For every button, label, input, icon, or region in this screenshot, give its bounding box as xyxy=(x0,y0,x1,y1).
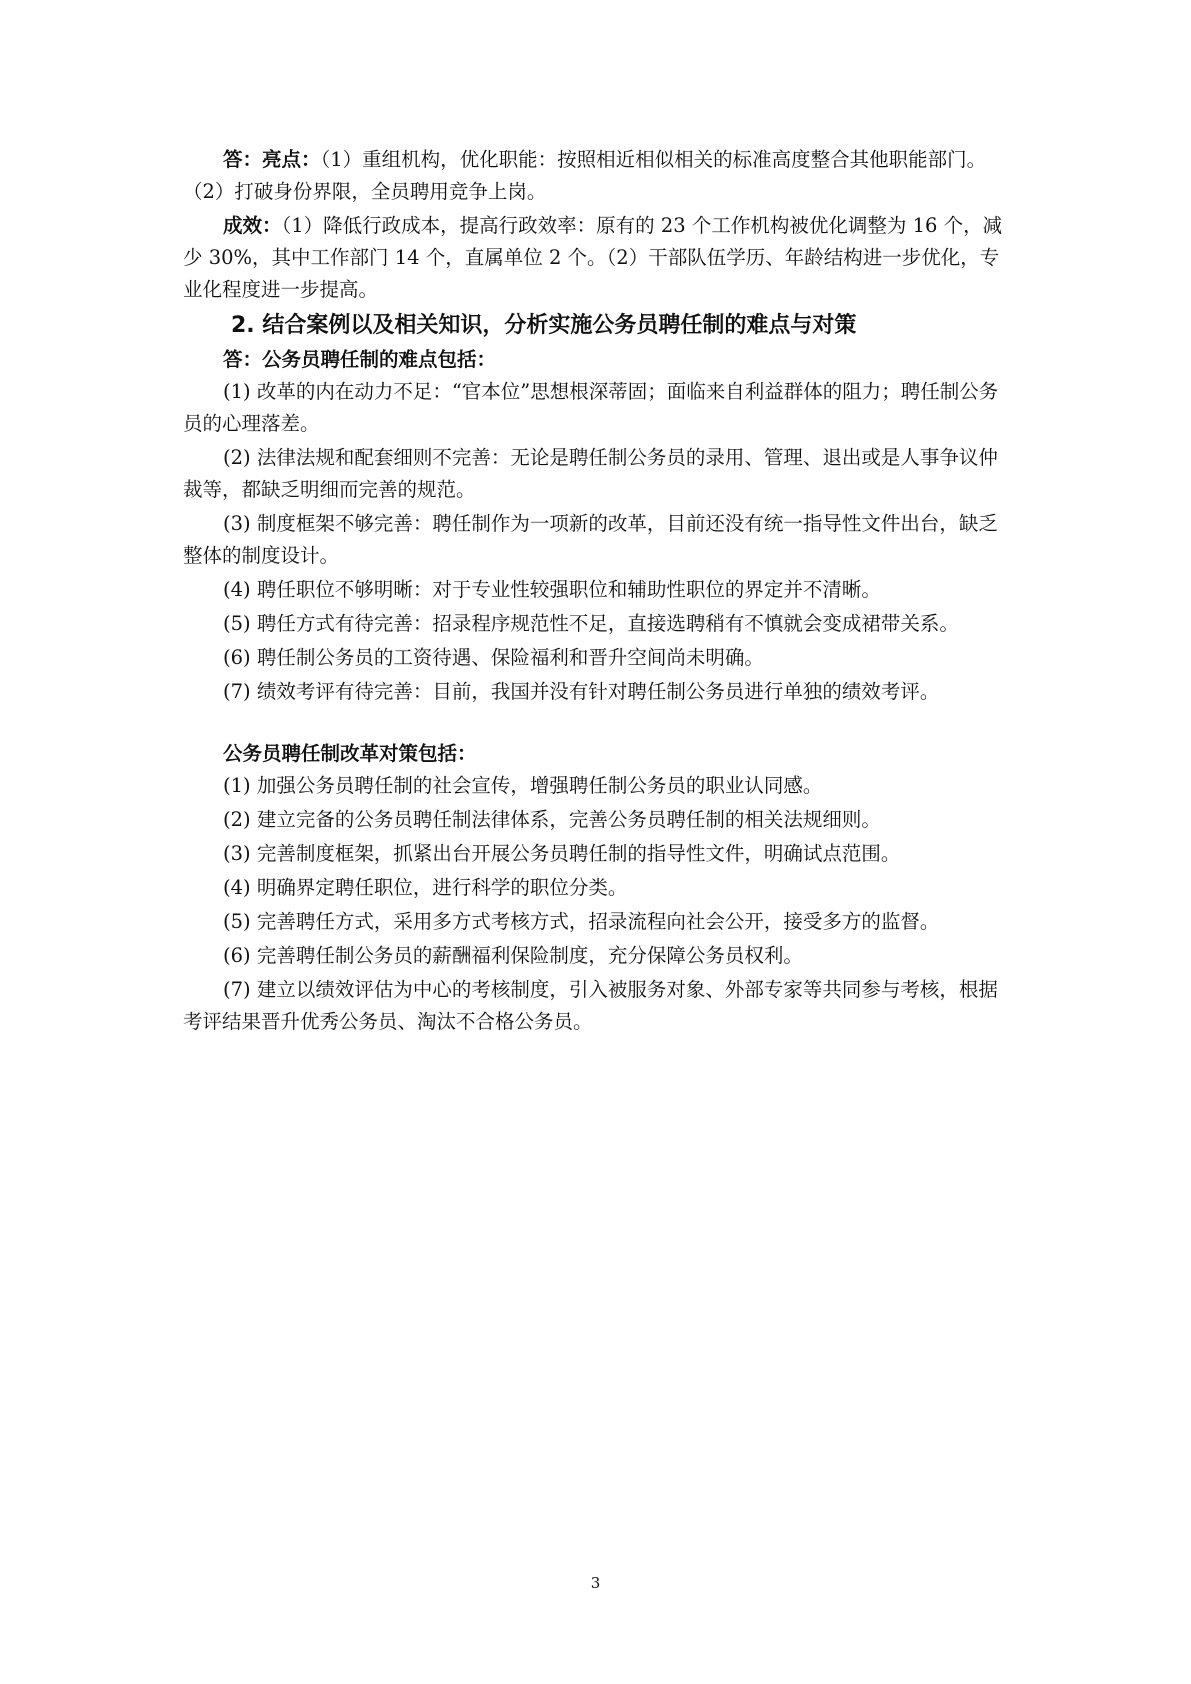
measure-item: (1) 加强公务员聘任制的社会宣传，增强聘任制公务员的职业认同感。 xyxy=(223,774,823,797)
measure-item: (6) 完善聘任制公务员的薪酬福利保险制度，充分保障公务员权利。 xyxy=(223,944,803,967)
difficulty-item: (6) 聘任制公务员的工资待遇、保险福利和晋升空间尚未明确。 xyxy=(223,646,764,669)
measure-item: (2) 建立完备的公务员聘任制法律体系，完善公务员聘任制的相关法规细则。 xyxy=(223,808,881,831)
highlights-label: 答：亮点： xyxy=(223,148,321,171)
results-paragraph xyxy=(183,210,1013,306)
measures-heading: 公务员聘任制改革对策包括： xyxy=(223,742,477,765)
difficulty-item: (1) 改革的内在动力不足：“官本位”思想根深蒂固；面临来自利益群体的阻力；聘任制公务员的心理落差。 xyxy=(183,380,999,435)
measure-item: (5) 完善聘任方式，采用多方式考核方式，招录流程向社会公开，接受多方的监督。 xyxy=(223,910,940,933)
page-content xyxy=(183,144,1013,1040)
section-spacer xyxy=(183,710,1013,738)
measure-item: (4) 明确界定聘任职位，进行科学的职位分类。 xyxy=(223,876,628,899)
difficulty-item: (4) 聘任职位不够明晰：对于专业性较强职位和辅助性职位的界定并不清晰。 xyxy=(223,578,881,601)
measure-item: (3) 完善制度框架，抓紧出台开展公务员聘任制的指导性文件，明确试点范围。 xyxy=(223,842,901,865)
difficulty-item: (7) 绩效考评有待完善：目前，我国并没有针对聘任制公务员进行单独的绩效考评。 xyxy=(223,680,940,703)
highlights-text: （1）重组机构，优化职能：按照相近相似相关的标准高度整合其他职能部门。（2）打破身份界限，全员聘用竞争上岗。 xyxy=(183,148,987,203)
results-label: 成效： xyxy=(223,214,282,237)
measure-item: (7) 建立以绩效评估为中心的考核制度，引入被服务对象、外部专家等共同参与考核，根据考评结果晋升优秀公务员、淘汰不合格公务员。 xyxy=(183,978,998,1033)
question-2-heading: 2. 结合案例以及相关知识，分析实施公务员聘任制的难点与对策 xyxy=(231,313,857,338)
highlights-paragraph xyxy=(183,144,1013,208)
results-text: （1）降低行政成本，提高行政效率：原有的 23 个工作机构被优化调整为 16 个，减少 30%，其中工作部门 14 个，直属单位 2 个。（2）干部队伍学历、年龄结构进一步优化，专业化程度进一步提高。 xyxy=(183,214,1003,301)
difficulty-item: (2) 法律法规和配套细则不完善：无论是聘任制公务员的录用、管理、退出或是人事争议仲裁等，都缺乏明细而完善的规范。 xyxy=(183,446,998,501)
page-number: 3 xyxy=(590,1574,601,1592)
difficulties-heading: 答：公务员聘任制的难点包括： xyxy=(223,348,497,371)
difficulty-item: (3) 制度框架不够完善：聘任制作为一项新的改革，目前还没有统一指导性文件出台，缺乏整体的制度设计。 xyxy=(183,512,998,567)
difficulty-item: (5) 聘任方式有待完善：招录程序规范性不足，直接选聘稍有不慎就会变成裙带关系。 xyxy=(223,612,959,635)
